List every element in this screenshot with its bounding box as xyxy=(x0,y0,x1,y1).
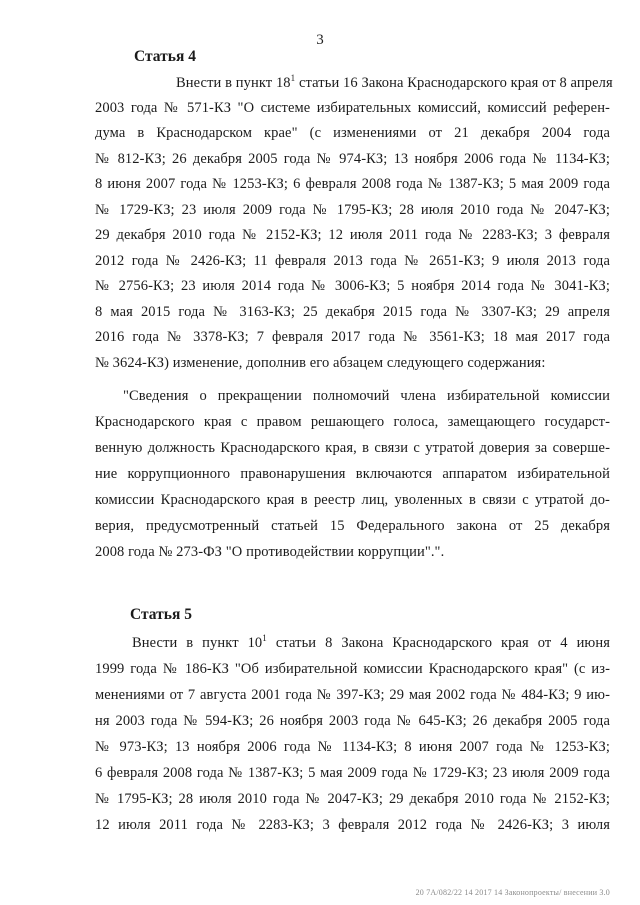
article-4-line-9: № 2756-КЗ; 23 июля 2014 года № 3006-КЗ; 5 ноября 2014 года № 3041-КЗ; xyxy=(95,278,610,294)
article-5-line-4: ня 2003 года № 594-КЗ; 26 ноября 2003 года № 645-КЗ; 26 декабря 2005 года xyxy=(95,713,610,729)
article-4-line-11: 2016 года № 3378-КЗ; 7 февраля 2017 года № 3561-КЗ; 18 мая 2017 года xyxy=(95,329,610,345)
article-4-line-5: 8 июня 2007 года № 1253-КЗ; 6 февраля 2008 года № 1387-КЗ; 5 мая 2009 года xyxy=(95,176,610,192)
article-5-heading: Статья 5 xyxy=(130,606,192,623)
article-4-quote-line-3: венную должность Краснодарского края, в связи с утратой доверия за соверше- xyxy=(95,440,610,456)
article-5-line-2: 1999 года № 186-КЗ "Об избирательной комиссии Краснодарского края" (с из- xyxy=(95,661,610,677)
article-4-line-7: 29 декабря 2010 года № 2152-КЗ; 12 июля 2011 года № 2283-КЗ; 3 февраля xyxy=(95,227,610,243)
article-5-line-7: № 1795-КЗ; 28 июля 2010 года № 2047-КЗ; 29 декабря 2010 года № 2152-КЗ; xyxy=(95,791,610,807)
article-4-quote-line-5: комиссии Краснодарского края в реестр лиц, уволенных в связи с утратой до- xyxy=(95,492,610,508)
article-4-line-3: дума в Краснодарском крае" (с изменениями от 21 декабря 2004 года xyxy=(95,125,610,141)
article-4-line-10: 8 мая 2015 года № 3163-КЗ; 25 декабря 2015 года № 3307-КЗ; 29 апреля xyxy=(95,304,610,320)
article-4-line-1-sup: 1 xyxy=(290,73,296,83)
article-4-line-8: 2012 года № 2426-КЗ; 11 февраля 2013 года № 2651-КЗ; 9 июля 2013 года xyxy=(95,253,610,269)
article-5-line-1 xyxy=(132,634,610,652)
article-4-line-1 xyxy=(176,73,613,92)
article-4-line-1-rest: статьи 16 Закона Краснодарского края от 8 апреля xyxy=(295,75,613,91)
article-5-line-8: 12 июля 2011 года № 2283-КЗ; 3 февраля 2012 года № 2426-КЗ; 3 июля xyxy=(95,817,610,833)
article-4-line-2: 2003 года № 571-КЗ "О системе избирательных комиссий, комиссий референ- xyxy=(95,100,610,116)
article-4-heading: Статья 4 xyxy=(134,48,196,65)
article-4-quote-line-4: ние коррупционного правонарушения включаются аппаратом избирательной xyxy=(95,466,610,482)
article-4-quote-line-2: Краснодарского края с правом решающего голоса, замещающего государст- xyxy=(95,414,610,430)
footer-file-path: 20 7A/082/22 14 2017 14 Законопроекты/ внесении 3.0 xyxy=(415,888,610,897)
article-5-line-1-pre: Внести в пункт 10 xyxy=(132,635,263,651)
article-4-line-4: № 812-КЗ; 26 декабря 2005 года № 974-КЗ; 13 ноября 2006 года № 1134-КЗ; xyxy=(95,151,610,167)
article-5-line-3: менениями от 7 августа 2001 года № 397-КЗ; 29 мая 2002 года № 484-КЗ; 9 ию- xyxy=(95,687,610,703)
article-4-quote-line-6: верия, предусмотренный статьей 15 Федерального закона от 25 декабря xyxy=(95,518,610,534)
article-4-line-6: № 1729-КЗ; 23 июля 2009 года № 1795-КЗ; 28 июля 2010 года № 2047-КЗ; xyxy=(95,202,610,218)
article-4-line-12: № 3624-КЗ) изменение, дополнив его абзацем следующего содержания: xyxy=(95,355,546,371)
article-4-line-1-pre: Внести в пункт 18 xyxy=(176,75,291,91)
article-4-quote-line-7: 2008 года № 273-ФЗ "О противодействии коррупции".". xyxy=(95,544,445,560)
article-5-line-6: 6 февраля 2008 года № 1387-КЗ; 5 мая 2009 года № 1729-КЗ; 23 июля 2009 года xyxy=(95,765,610,781)
article-5-line-1-rest: статьи 8 Закона Краснодарского края от 4 июня xyxy=(266,635,610,651)
page-number: 3 xyxy=(316,32,324,48)
article-4-quote-line-1: "Сведения о прекращении полномочий члена избирательной комиссии xyxy=(123,388,610,404)
article-5-line-1-sup: 1 xyxy=(262,633,267,643)
article-5-line-5: № 973-КЗ; 13 ноября 2006 года № 1134-КЗ; 8 июня 2007 года № 1253-КЗ; xyxy=(95,739,610,755)
